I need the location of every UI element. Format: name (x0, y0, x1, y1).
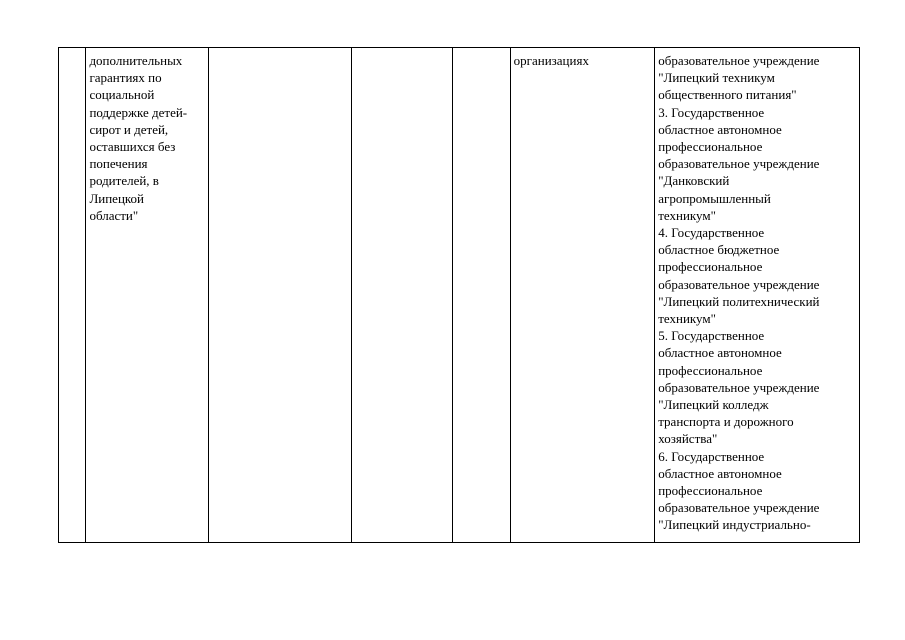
cell-institutions-list-text: образовательное учреждение "Липецкий техникум общественного питания" 3. Государственное областное автономное профессиональное образовательное учреждение "Данковский агропромышленный техникум" 4. Государственное областное бюджетное профессиональное образовательное учреждение "Липецкий политехнический техникум" 5. Государственное областное автономное профессиональное образовательное учреждение "Липецкий колледж транспорта и дорожного хозяйства" 6. Государственное областное автономное профессиональное образовательное учреждение "Липецкий индустриально- (658, 53, 820, 533)
table-cell-4 (352, 48, 452, 543)
table-row (59, 48, 860, 543)
table-cell-organizations (510, 48, 655, 543)
table-cell-number (59, 48, 86, 543)
table-cell-3 (208, 48, 352, 543)
cell-organizations-text: организациях (513, 53, 589, 68)
cell-document-name-text: дополнительных гарантиях по социальной поддержке детей- сирот и детей, оставшихся без попечения родителей, в Липецкой области" (89, 53, 188, 223)
table-cell-document-name (86, 48, 208, 543)
table-cell-institutions-list (655, 48, 860, 543)
table-cell-5 (452, 48, 510, 543)
document-table (58, 47, 860, 543)
